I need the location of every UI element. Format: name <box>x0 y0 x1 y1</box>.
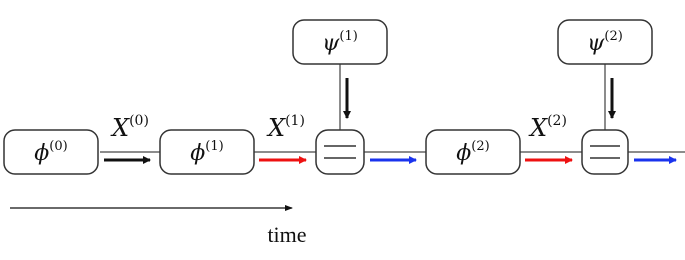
x-label-0: X(0) <box>112 113 149 142</box>
psi-2-superscript: (2) <box>604 29 623 44</box>
x-label-2: X(2) <box>530 113 567 142</box>
phi-0-superscript: (0) <box>49 139 68 154</box>
time-label: time <box>267 222 307 247</box>
psi-1-superscript: (1) <box>339 29 358 44</box>
psi-box-2 <box>558 20 652 64</box>
phi-box-0 <box>4 130 98 174</box>
phi-2-symbol: ϕ <box>456 141 472 166</box>
psi-box-1 <box>293 20 387 64</box>
psi-1-symbol: ψ <box>322 31 340 56</box>
phi-2-superscript: (2) <box>471 139 490 154</box>
x-label-1: X(1) <box>268 113 305 142</box>
psi-2-symbol: ψ <box>587 31 605 56</box>
update-node-2 <box>582 130 628 174</box>
phi-0-symbol: ϕ <box>34 141 50 166</box>
phi-box-1 <box>160 130 254 174</box>
update-node-1 <box>316 130 364 174</box>
phi-1-superscript: (1) <box>205 139 224 154</box>
phi-box-2 <box>426 130 520 174</box>
phi-1-symbol: ϕ <box>190 141 206 166</box>
